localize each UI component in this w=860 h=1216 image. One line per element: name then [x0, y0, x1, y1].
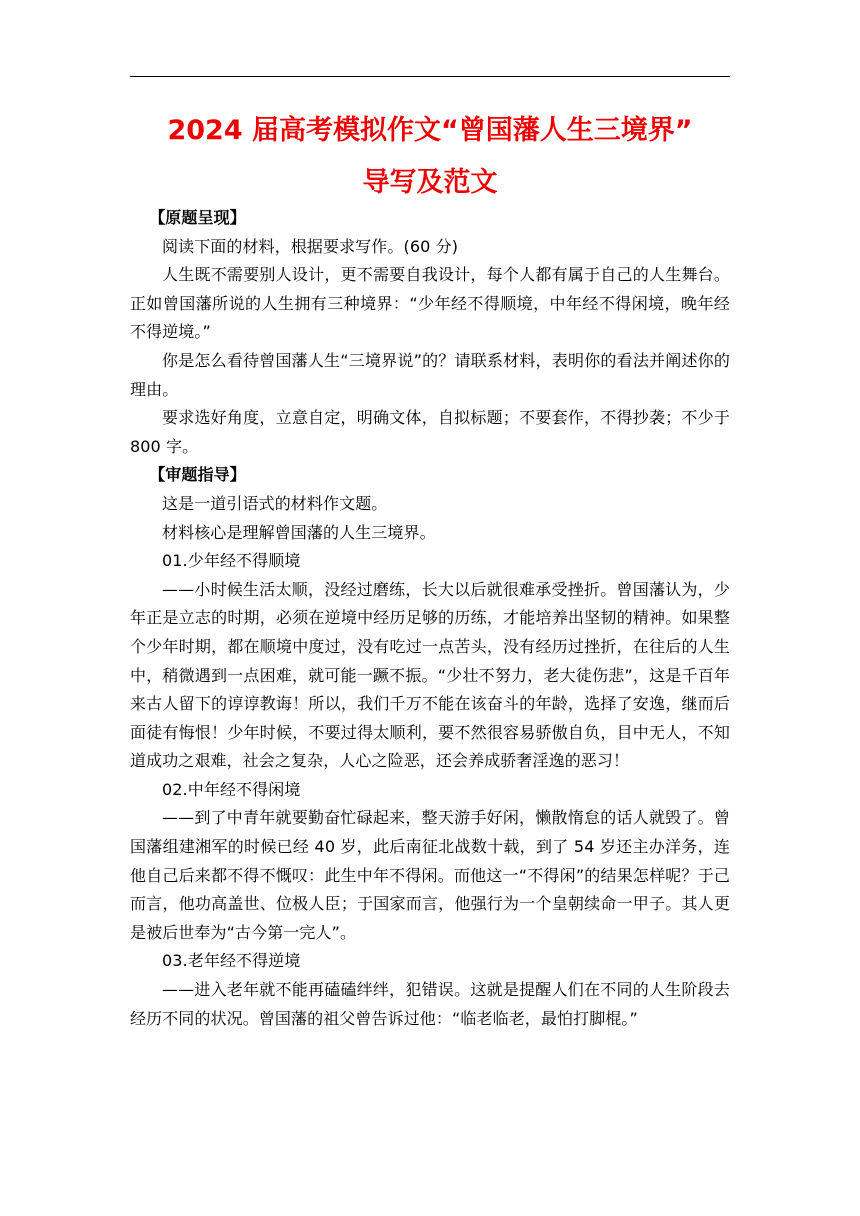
subheading-youth: 01.少年经不得顺境 [162, 551, 301, 571]
header-rule [130, 76, 730, 77]
paragraph-middle-age: ——到了中青年就要勤奋忙碌起来，整天游手好闲，懒散惰怠的话人就毁了。曾国藩组建湘军的时候已经 40 岁，此后南征北战数十载，到了 54 岁还主办洋务，连他自己后来都不得不慨叹：此生中年不得闲。而他这一“不得闲”的结果怎样呢？于己而言，他功高盖世、位极人臣；于国家而言，他强行为一个皇朝续命一甲子。其人更是被后世奉为“古今第一完人”。 [130, 808, 730, 942]
paragraph-question: 你是怎么看待曾国藩人生“三境界说”的？请联系材料，表明你的看法并阐述你的理由。 [130, 350, 730, 399]
document-body [130, 204, 730, 1033]
section-heading-prompt: 【原题呈现】 [149, 208, 246, 227]
paragraph-old-age: ——进入老年就不能再磕磕绊绊，犯错误。这就是提醒人们在不同的人生阶段去经历不同的状况。曾国藩的祖父曾告诉过他：“临老临老，最怕打脚棍。” [130, 980, 730, 1028]
paragraph-youth: ——小时候生活太顺，没经过磨练，长大以后就很难承受挫折。曾国藩认为，少年正是立志的时期，必须在逆境中经历足够的历练，才能培养出坚韧的精神。如果整个少年时期，都在顺境中度过，没有吃过一点苦头，没有经历过挫折，在往后的人生中，稍微遇到一点困难，就可能一蹶不振。“少壮不努力，老大徒伤悲”，这是千百年来古人留下的谆谆教诲！所以，我们千万不能在该奋斗的年龄，选择了安逸，继而后面徒有悔恨！少年时候，不要过得太顺利，要不然很容易骄傲自负，目中无人，不知道成功之艰难，社会之复杂，人心之险恶，还会养成骄奢淫逸的恶习！ [130, 579, 730, 771]
subheading-middle-age: 02.中年经不得闲境 [162, 779, 301, 799]
paragraph-material: 人生既不需要别人设计，更不需要自我设计，每个人都有属于自己的人生舞台。正如曾国藩所说的人生拥有三种境界：“少年经不得顺境，中年经不得闲境，晚年经不得逆境。” [130, 265, 730, 342]
paragraph-instructions: 阅读下面的材料，根据要求写作。(60 分) [162, 236, 459, 256]
paragraph-guide-core: 材料核心是理解曾国藩的人生三境界。 [162, 522, 436, 542]
subheading-old-age: 03.老年经不得逆境 [162, 951, 301, 971]
section-heading-guide: 【审题指导】 [149, 465, 246, 485]
paragraph-guide-type: 这是一道引语式的材料作文题。 [162, 493, 388, 513]
document-title-line-2: 导写及范文 [362, 167, 498, 198]
document-title-line-1: 2024 届高考模拟作文“曾国藩人生三境界” [167, 115, 693, 146]
paragraph-requirements: 要求选好角度，立意自定，明确文体，自拟标题；不要套作，不得抄袭；不少于 800 字。 [130, 408, 730, 456]
